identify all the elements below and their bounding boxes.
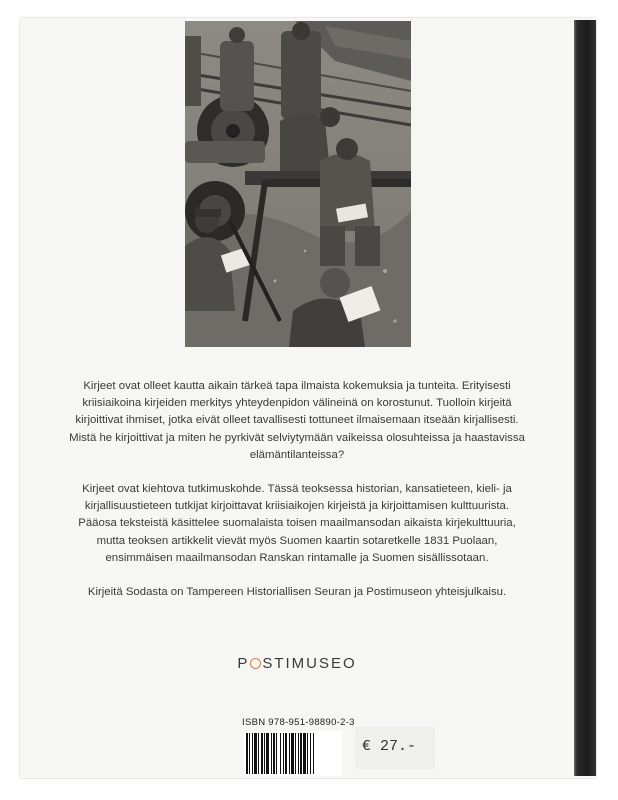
book-spine [574, 20, 596, 776]
price-label: € 27.- [362, 738, 417, 755]
barcode [244, 731, 342, 776]
soldiers-reading-letters-photo [185, 21, 411, 347]
publisher-name-end: STIMUSEO [262, 655, 357, 672]
blurb-paragraph-1: Kirjeet ovat olleet kautta aikain tärkeä tapa ilmaista kokemuksia ja tunteita. Erityisesti kriisiaikoina kirjeiden merkitys yhteydenpidon välineinä on korostunut. Tuolloin kirjeitä kirjoittivat ihmiset, jotka eivät olleet tavallisesti tottuneet ilmaisemaan itseään kirjallisesti. Mistä he kirjoittivat ja miten he pyrkivät selviytymään vaikeissa olosuhteissa ja haastavissa elämäntilanteissa? [69, 380, 525, 461]
blurb-paragraph-3: Kirjeitä Sodasta on Tampereen Historiallisen Seuran ja Postimuseon yhteisjulkaisu. [87, 586, 507, 599]
book-back-cover [20, 18, 596, 778]
back-cover-blurb [66, 378, 528, 601]
blurb-paragraph-2: Kirjeet ovat kiehtova tutkimuskohde. Tässä teoksessa historian, kansatieteen, kieli- ja kirjallisuustieteen tutkijat kirjoittavat kriisiaikojen kirjeistä ja kirjoittamisen kulttuurista. Pääosa teksteistä käsittelee suomalaista toisen maailmansodan aikaista kirjekulttuuria, mutta teoksen artikkelit vievät myös Suomen kaartin sotaretkelle 1831 Puolaan, ensimmäisen maailmansodan Ranskan rintamalle ja Suomen sisällissotaan. [78, 483, 516, 564]
publisher-logo [20, 655, 574, 672]
publisher-name-start: P [237, 655, 250, 672]
publisher-logo-o-ring [250, 658, 261, 669]
price-sticker [356, 728, 434, 768]
isbn-label: ISBN 978-951-98890-2-3 [242, 717, 355, 728]
